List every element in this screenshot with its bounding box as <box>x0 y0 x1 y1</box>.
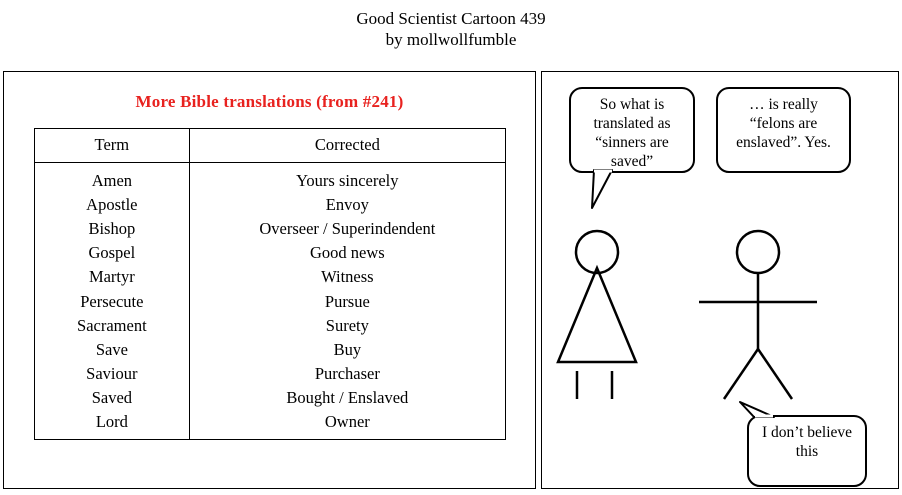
table-row <box>35 313 506 337</box>
cell-term: Amen <box>35 163 190 193</box>
cell-corrected: Overseer / Superindendent <box>189 217 505 241</box>
table-row <box>35 241 506 265</box>
stick-figure-triangle-body <box>558 231 636 399</box>
cell-corrected: Buy <box>189 337 505 361</box>
cell-corrected: Owner <box>189 410 505 440</box>
table-row <box>35 163 506 193</box>
speech-bubble-disbelief: I don’t believe this <box>747 415 867 487</box>
cell-term: Save <box>35 337 190 361</box>
speech-bubble-answer: … is really “felons are enslaved”. Yes. <box>716 87 851 173</box>
right-panel <box>541 71 899 489</box>
table-row <box>35 265 506 289</box>
translations-table-wrapper <box>34 128 506 440</box>
table-row <box>35 385 506 409</box>
figure-body-triangle <box>558 268 636 362</box>
cell-term: Lord <box>35 410 190 440</box>
left-panel <box>3 71 536 489</box>
stick-figure-line-body <box>699 231 817 399</box>
left-panel-heading: More Bible translations (from #241) <box>135 92 404 111</box>
cell-term: Gospel <box>35 241 190 265</box>
column-header-corrected: Corrected <box>189 129 505 163</box>
cell-corrected: Bought / Enslaved <box>189 385 505 409</box>
cell-term: Saviour <box>35 361 190 385</box>
cell-corrected: Witness <box>189 265 505 289</box>
figure-leg-left <box>724 349 758 399</box>
figure-head <box>737 231 779 273</box>
page-byline: by mollwollfumble <box>385 30 517 50</box>
figure-leg-right <box>758 349 792 399</box>
table-row <box>35 289 506 313</box>
cell-term: Martyr <box>35 265 190 289</box>
page-title: Good Scientist Cartoon 439 <box>356 9 546 28</box>
table-row <box>35 410 506 440</box>
page-header <box>0 0 902 51</box>
cell-corrected: Pursue <box>189 289 505 313</box>
cell-corrected: Purchaser <box>189 361 505 385</box>
cartoon-panels <box>3 71 899 489</box>
speech-bubble-question: So what is translated as “sinners are saved” <box>569 87 695 173</box>
cell-term: Apostle <box>35 193 190 217</box>
table-row <box>35 361 506 385</box>
cell-term: Saved <box>35 385 190 409</box>
speech-tail-question <box>592 170 612 208</box>
cell-corrected: Surety <box>189 313 505 337</box>
figure-head <box>576 231 618 273</box>
cell-term: Persecute <box>35 289 190 313</box>
table-row <box>35 217 506 241</box>
translations-table <box>34 128 506 440</box>
translations-table-body <box>35 163 506 440</box>
cell-corrected: Good news <box>189 241 505 265</box>
table-row <box>35 337 506 361</box>
cell-term: Bishop <box>35 217 190 241</box>
table-header-row <box>35 129 506 163</box>
cell-term: Sacrament <box>35 313 190 337</box>
table-row <box>35 193 506 217</box>
cell-corrected: Yours sincerely <box>189 163 505 193</box>
column-header-term: Term <box>35 129 190 163</box>
cell-corrected: Envoy <box>189 193 505 217</box>
